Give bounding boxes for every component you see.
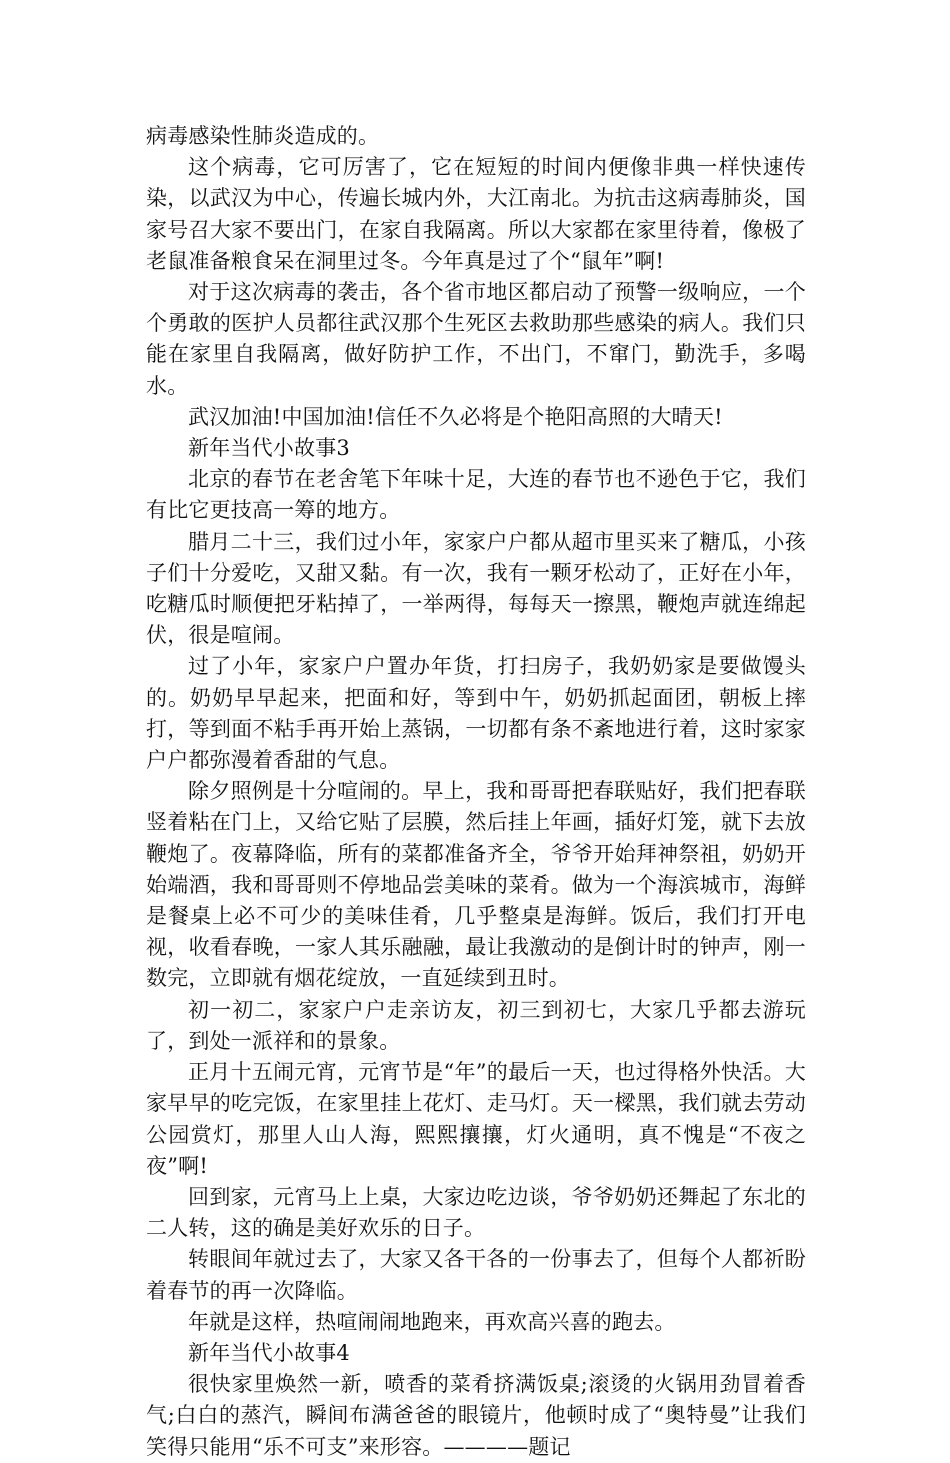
section-heading-story-4: 新年当代小故事4 (188, 1340, 350, 1365)
paragraph-little-new-year: 腊月二十三，我们过小年，家家户户都从超市里买来了糖瓜，小孩子们十分爱吃，又甜又黏。有一次，我有一颗牙松动了，正好在小年，吃糖瓜时顺便把牙粘掉了，一举两得，每每天一擦黑，鞭炮声就连绵起伏，很是喧闹。 (146, 529, 806, 648)
paragraph-epigraph: 很快家里焕然一新，喷香的菜肴挤满饭桌;滚烫的火锅用劲冒着香气;白白的蒸汽，瞬间布满爸爸的眼镜片，他顿时成了“奥特曼”让我们笑得只能用“乐不可支”来形容。————题记 (146, 1372, 806, 1459)
paragraph-new-years-eve: 除夕照例是十分喧闹的。早上，我和哥哥把春联贴好，我们把春联竖着粘在门上，又给它贴了层膜，然后挂上年画，插好灯笼，就下去放鞭炮了。夜幕降临，所有的菜都准备齐全，爷爷开始拜神祭祖，奶奶开始端酒，我和哥哥则不停地品尝美味的菜肴。做为一个海滨城市，海鲜是餐桌上必不可少的美味佳肴，几乎整桌是海鲜。饭后，我们打开电视，收看春晚，一家人其乐融融，最让我激动的是倒计时的钟声，刚一数完，立即就有烟花绽放，一直延续到丑时。 (146, 779, 806, 991)
section-heading-story-3: 新年当代小故事3 (188, 436, 350, 461)
paragraph-yuanxiao: 回到家，元宵马上上桌，大家边吃边谈，爷爷奶奶还舞起了东北的二人转，这的确是美好欢乐的日子。 (146, 1184, 806, 1241)
paragraph-wuhan-cheer: 武汉加油!中国加油!信任不久必将是个艳阳高照的大晴天! (188, 404, 723, 429)
paragraph-lantern-festival: 正月十五闹元宵，元宵节是“年”的最后一天，也过得格外快活。大家早早的吃完饭，在家里挂上花灯、走马灯。天一樑黑，我们就去劳动公园赏灯，那里人山人海，熙熙攘攘，灯火通明，真不愧是“不夜之夜”啊! (146, 1060, 806, 1178)
paragraph-visiting-relatives: 初一初二，家家户户走亲访友，初三到初七，大家几乎都去游玩了，到处一派祥和的景象。 (146, 997, 806, 1053)
paragraph-festival-over: 转眼间年就过去了，大家又各干各的一份事去了，但每个人都祈盼着春节的再一次降临。 (146, 1247, 806, 1303)
paragraph-new-year-summary: 年就是这样，热喧闹闹地跑来，再欢高兴喜的跑去。 (188, 1309, 676, 1334)
paragraph-dalian-spring-festival: 北京的春节在老舍笔下年味十足，大连的春节也不逊色于它，我们有比它更技高一筹的地方。 (146, 467, 806, 523)
document-page (146, 121, 806, 1463)
paragraph-medical-response: 对于这次病毒的袭击，各个省市地区都启动了预警一级响应，一个个勇敢的医护人员都往武汉那个生死区去救助那些感染的病人。我们只能在家里自我隔离，做好防护工作，不出门，不窜门，勤洗手，多喝水。 (146, 280, 806, 398)
paragraph-continuation: 病毒感染性肺炎造成的。 (146, 124, 380, 148)
paragraph-virus-spread: 这个病毒，它可厉害了，它在短短的时间内便像非典一样快速传染，以武汉为中心，传遍长城内外，大江南北。为抗击这病毒肺炎，国家号召大家不要出门，在家自我隔离。所以大家都在家里待着，像极了老鼠准备粮食呆在洞里过冬。今年真是过了个“鼠年”啊! (146, 155, 806, 273)
paragraph-steamed-buns: 过了小年，家家户户置办年货，打扫房子，我奶奶家是要做馒头的。奶奶早早起来，把面和好，等到中午，奶奶抓起面团，朝板上摔打，等到面不粘手再开始上蒸锅，一切都有条不紊地进行着，这时家家户户都弥漫着香甜的气息。 (146, 654, 806, 773)
